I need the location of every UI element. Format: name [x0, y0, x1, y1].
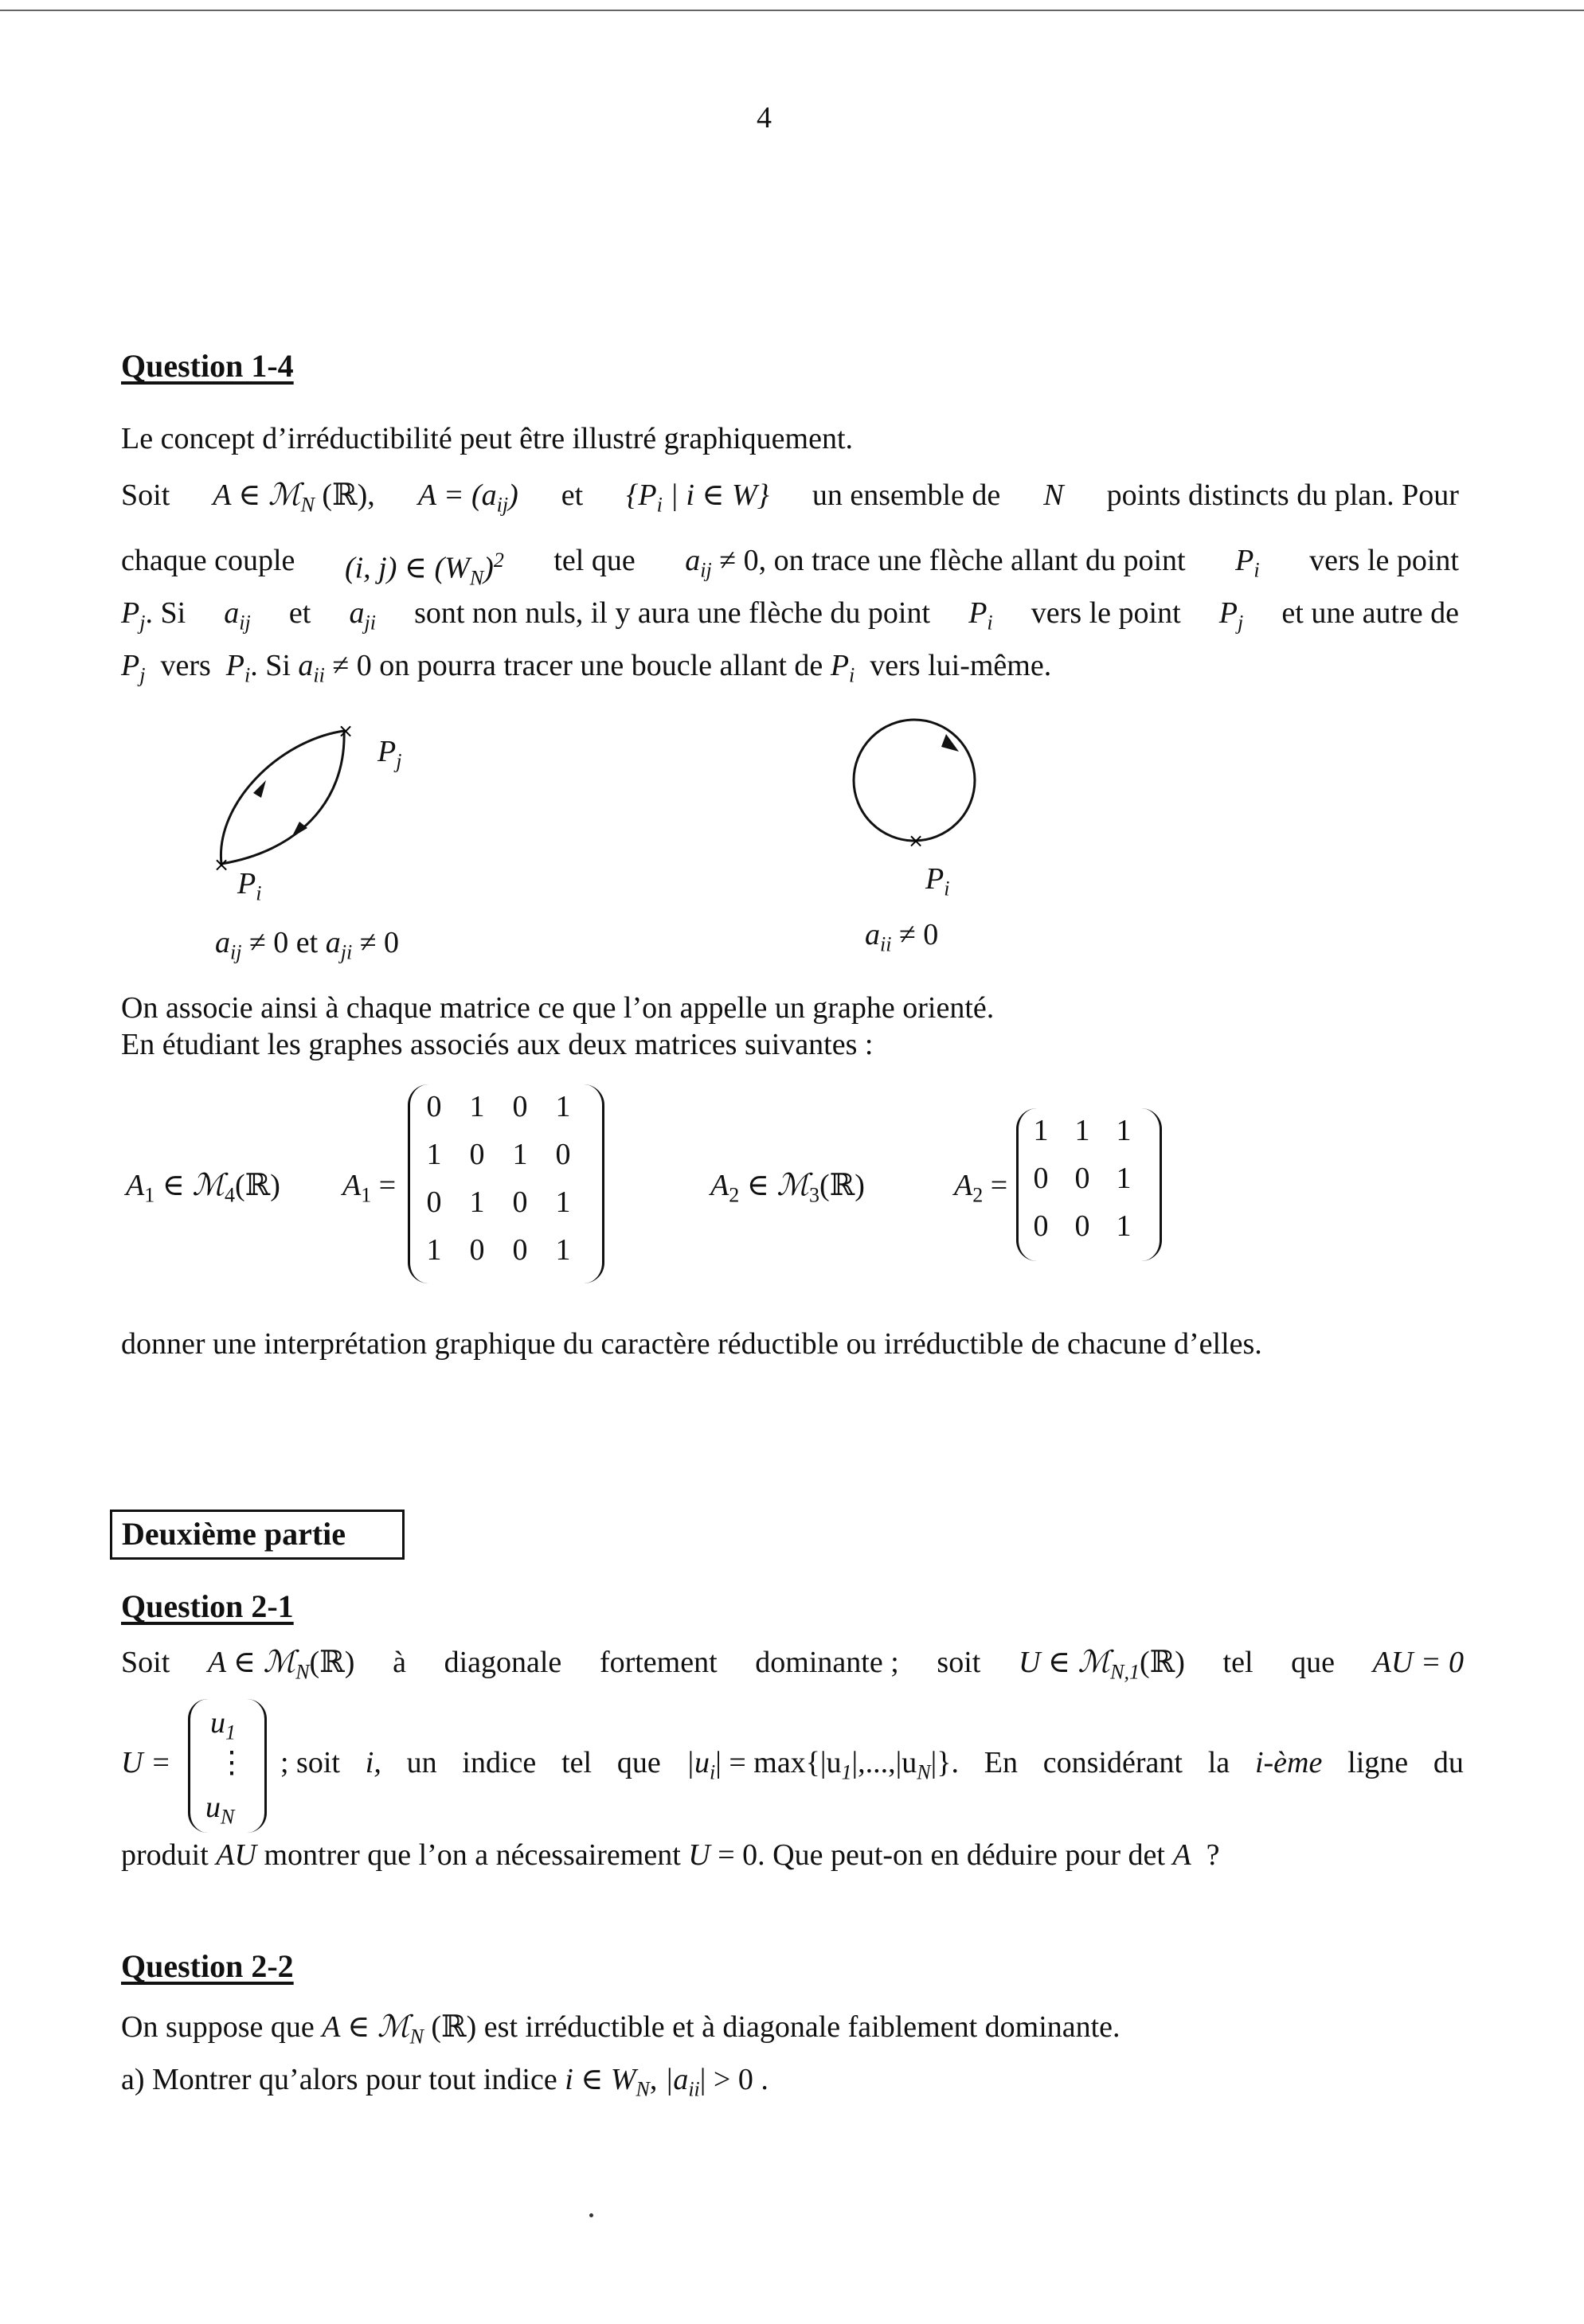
matrix-cell: 1: [555, 1233, 571, 1267]
matrix-cell: 1: [426, 1138, 442, 1171]
matrix-cell: 1: [1116, 1162, 1132, 1195]
a2-set: $A_2$ ∈ ℳ$_3$(ℝ): [710, 1169, 865, 1207]
u-vector-bot: $u_N$: [205, 1791, 235, 1829]
q14-line1: Le concept d’irréductibilité peut être illustré graphiquement.: [121, 422, 854, 455]
fig1-label-pj: $P_j$: [377, 735, 402, 773]
top-rule: [0, 10, 1584, 11]
stray-dot: [589, 2213, 593, 2217]
matrix-cell: 1: [512, 1138, 528, 1171]
matrix-cell: 1: [426, 1233, 442, 1267]
matrix-cell: 0: [469, 1233, 485, 1267]
u-vector-label: U =: [121, 1746, 171, 1779]
matrix-cell: 1: [555, 1185, 571, 1219]
q21-line3: produit AU montrer que l’on a nécessairement U = 0. Que peut-on en déduire pour det A ?: [121, 1838, 1220, 1872]
question-1-4-heading: Question 1-4: [121, 348, 294, 384]
q14-line4: $P_j$. Si $a_{ij}$ et $a_{ji}$ sont non nuls, il y aura une flèche du point $P_i$ vers le point $P_j$ et une autre de: [121, 596, 1459, 635]
figure-two-arcs: [199, 717, 390, 892]
matrix-cell: 1: [555, 1090, 571, 1123]
a1-set: $A_1$ ∈ ℳ$_4$(ℝ): [126, 1169, 280, 1207]
matrix-cell: 1: [1074, 1114, 1090, 1147]
q14-line2: Soit A ∈ ℳ$_N$ (ℝ), $A = (a_{ij})$ et {$P_i$ | i ∈ W} un ensemble de N points distincts du plan. Pour: [121, 478, 1459, 517]
matrix-cell: 0: [512, 1233, 528, 1267]
loop-circle: [854, 720, 975, 841]
q14-assoc2: En étudiant les graphes associés aux deux matrices suivantes :: [121, 1028, 874, 1061]
a2-eq-label: $A_2$ =: [954, 1169, 1008, 1207]
arrowhead-upper: [253, 780, 266, 798]
q22-line2: a) Montrer qu’alors pour tout indice i ∈ $W_N$, $|a_{ii}| > 0$ .: [121, 2063, 769, 2101]
q14-line5: $P_j$ vers $P_i$. Si $a_{ii} \ne 0$ on pourra tracer une boucle allant de $P_i$ vers lui-même.: [121, 649, 1052, 687]
matrix-cell: 0: [1033, 1209, 1049, 1243]
matrix-cell: 0: [1033, 1162, 1049, 1195]
matrix-a2: [1021, 1113, 1156, 1256]
fig1-label-pi: $P_i$: [237, 867, 262, 905]
fig2-caption: $a_{ii} \ne 0$: [865, 918, 939, 956]
fig2-label-pi: $P_i$: [925, 862, 950, 900]
matrix-cell: 1: [1033, 1114, 1049, 1147]
matrix-cell: 1: [1116, 1209, 1132, 1243]
matrix-cell: 0: [426, 1185, 442, 1219]
matrix-cell: 1: [1116, 1114, 1132, 1147]
matrix-cell: 0: [512, 1090, 528, 1123]
q14-conclusion: donner une interprétation graphique du caractère réductible ou irréductible de chacune d’elles.: [121, 1327, 1262, 1361]
matrix-cell: 0: [512, 1185, 528, 1219]
a1-eq-label: $A_1$ =: [342, 1169, 397, 1207]
q14-assoc1: On associe ainsi à chaque matrice ce que l’on appelle un graphe orienté.: [121, 991, 995, 1025]
q22-line1: On suppose que A ∈ ℳ$_N$ (ℝ) est irréductible et à diagonale faiblement dominante.: [121, 2010, 1121, 2049]
page-number: 4: [757, 101, 772, 135]
matrix-cell: 0: [1074, 1209, 1090, 1243]
matrix-cell: 0: [1074, 1162, 1090, 1195]
arrowhead-lower: [291, 822, 307, 838]
u-vector-top: $u_1$: [210, 1706, 236, 1744]
point-mark-pi-loop: ×: [908, 830, 925, 852]
matrix-cell: 1: [469, 1090, 485, 1123]
matrix-cell: 0: [469, 1138, 485, 1171]
question-2-2-heading: Question 2-2: [121, 1948, 294, 1984]
question-2-1-heading: Question 2-1: [121, 1588, 294, 1624]
matrix-a1: [414, 1089, 597, 1280]
q21-line1: Soit A ∈ ℳ$_N$(ℝ) à diagonale fortement dominante ; soit U ∈ ℳ$_{N,1}$(ℝ) tel que AU = 0: [121, 1646, 1464, 1684]
point-mark-pj: ×: [338, 720, 354, 742]
matrix-cell: 0: [555, 1138, 571, 1171]
u-right-paren: [247, 1699, 267, 1833]
part2-title-box: Deuxième partie: [110, 1510, 405, 1560]
matrix-cell: 0: [426, 1090, 442, 1123]
point-mark-pi: ×: [213, 853, 230, 876]
matrix-cell: 1: [469, 1185, 485, 1219]
fig1-caption: $a_{ij} \ne 0$ et $a_{ji} \ne 0$: [215, 926, 400, 964]
u-vector-mid: ⋮: [217, 1746, 247, 1779]
figure-loop: [844, 709, 988, 860]
q21-line2: ; soit i, un indice tel que $|u_i| = \max\{|u_1|,...,|u_N|\}$. En considérant la i-ème ligne du: [280, 1746, 1464, 1784]
q14-line3: chaque couple (i, j) ∈ $(W_N)^2$ tel que $a_{ij} \ne 0$, on trace une flèche allant du point $P_i$ vers le point: [121, 544, 1459, 590]
